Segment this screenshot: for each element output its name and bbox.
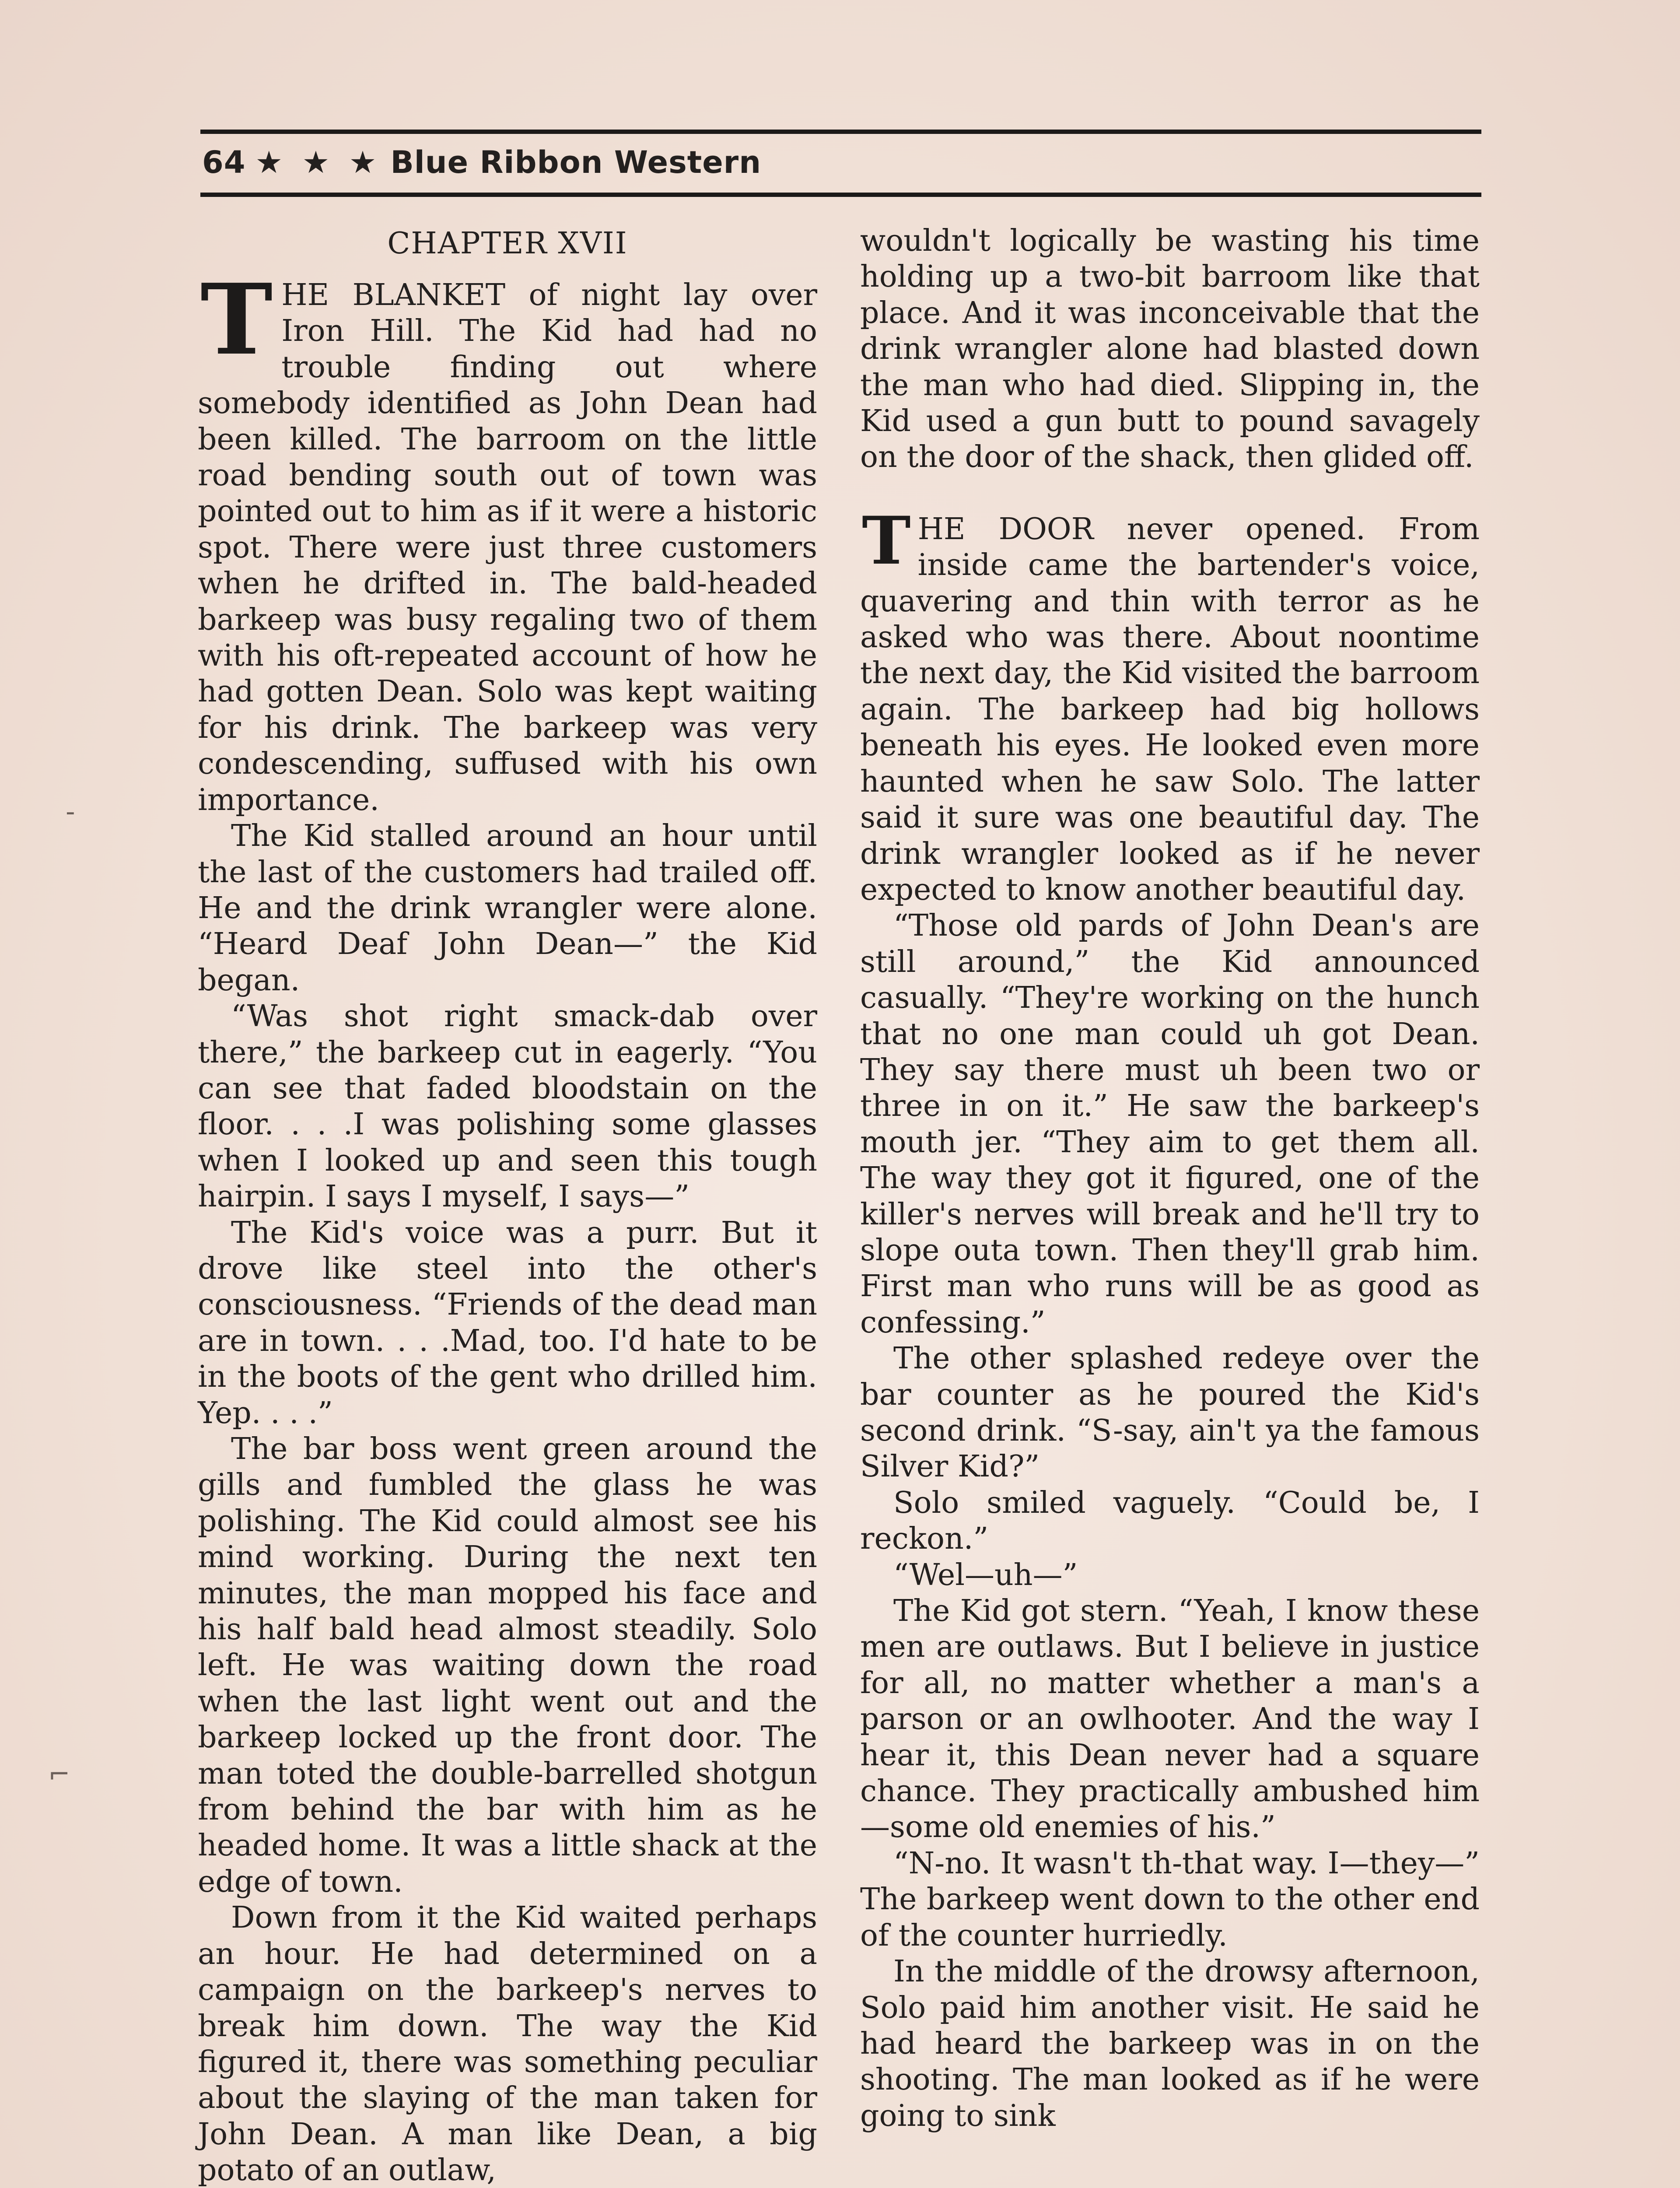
margin-speck: ⌐ <box>48 1759 70 1790</box>
paragraph <box>198 263 817 818</box>
drop-cap: T <box>200 263 273 377</box>
header-stars: ★ ★ ★ <box>255 144 381 180</box>
paragraph-text: HE DOOR never opened. From inside came the bartender's voice, quavering and thin with terror as he asked who was there. About noontime the next day, the Kid visited the barroom again. The barkeep had big hollows beneath his eyes. He looked even more haunted when he saw Solo. The latter said it sure was one beautiful day. The drink wrangler looked as if he never expected to know another beautiful day. <box>860 512 1480 907</box>
paragraph: “Wel—uh—” <box>893 1557 1078 1592</box>
paragraph: “N-no. It wasn't th-that way. I—they—” The barkeep went down to the other end of the counter hurriedly. <box>860 1846 1480 1953</box>
paragraph-text: HE BLANKET of night lay over Iron Hill. The Kid had had no trouble finding out where somebody identified as John Dean had been killed. The barroom on the little road bending south out of town was pointed out to him as if it were a historic spot. There were just three customers when he drifted in. The bald-headed barkeep was busy regaling two of them with his oft-repeated account of how he had gotten Dean. Solo was kept waiting for his drink. The barkeep was very condescending, suffused with his own importance. <box>198 278 817 817</box>
paragraph <box>860 502 1480 908</box>
paragraph: The Kid got stern. “Yeah, I know these men are outlaws. But I believe in justice for all, no matter whether a man's a parson or an owlhooter. And the way I hear it, this Dean never had a square chance. They practically ambushed him—some old enemies of his.” <box>860 1594 1480 1845</box>
paragraph: The Kid stalled around an hour until the last of the customers had trailed off. He and the drink wrangler were alone. “Heard Deaf John Dean—” the Kid began. <box>198 819 817 998</box>
paragraph: Down from it the Kid waited perhaps an hour. He had determined on a campaign on the barkeep's nerves to break him down. The way the Kid figured it, there was something peculiar about the slaying of the man taken for John Dean. A man like Dean, a big potato of an outlaw, <box>198 1900 817 2188</box>
margin-speck: - <box>66 796 75 827</box>
paragraph: wouldn't logically be wasting his time holding up a two-bit barroom like that place. And it was inconceivable that the drink wrangler alone had blasted down the man who had died. Slipping in, the Kid used a gun butt to pound savagely on the door of the shack, then glided off. <box>860 224 1480 475</box>
magazine-title: Blue Ribbon Western <box>390 144 762 180</box>
running-header <box>202 138 761 186</box>
paragraph: “Those old pards of John Dean's are still around,” the Kid announced casually. “They're working on the hunch that no one man could uh got Dean. They say there must uh been two or three in on it.” He saw the barkeep's mouth jer. “They aim to get them all. The way they got it figured, one of the killer's nerves will break and he'll try to slope outa town. Then they'll grab him. First man who runs will be as good as confessing.” <box>860 908 1480 1340</box>
section-break <box>860 476 1480 512</box>
paragraph: The Kid's voice was a purr. But it drove like steel into the other's consciousness. “Friends of the dead man are in town. . . .Mad, too. I'd hate to be in the boots of the gent who drilled him. Yep. . . .” <box>198 1215 817 1431</box>
paragraph: The bar boss went green around the gills and fumbled the glass he was polishing. The Kid could almost see his mind working. During the next ten minutes, the man mopped his face and his half bald head almost steadily. Solo left. He was waiting down the road when the last light went out and the barkeep locked up the front door. The man toted the double-barrelled shotgun from behind the bar with him as he headed home. It was a little shack at the edge of town. <box>198 1432 817 1899</box>
page-number: 64 <box>202 144 246 180</box>
drop-cap: T <box>862 502 911 579</box>
paragraph: “Was shot right smack-dab over there,” the barkeep cut in eagerly. “You can see that faded bloodstain on the floor. . . .I was polishing some glasses when I looked up and seen this tough hairpin. I says I myself, I says—” <box>198 999 817 1214</box>
paragraph: The other splashed redeye over the bar counter as he poured the Kid's second drink. “S-say, ain't ya the famous Silver Kid?” <box>860 1341 1480 1484</box>
paragraph: In the middle of the drowsy afternoon, Solo paid him another visit. He said he had heard the barkeep was in on the shooting. The man looked as if he were going to sink <box>860 1954 1480 2133</box>
right-column <box>860 223 1480 2134</box>
left-column <box>198 223 817 2188</box>
chapter-title: CHAPTER XVII <box>387 226 628 261</box>
header-top-rule <box>200 130 1481 134</box>
paragraph: Solo smiled vaguely. “Could be, I reckon.” <box>860 1485 1480 1557</box>
header-bottom-rule <box>200 193 1481 197</box>
